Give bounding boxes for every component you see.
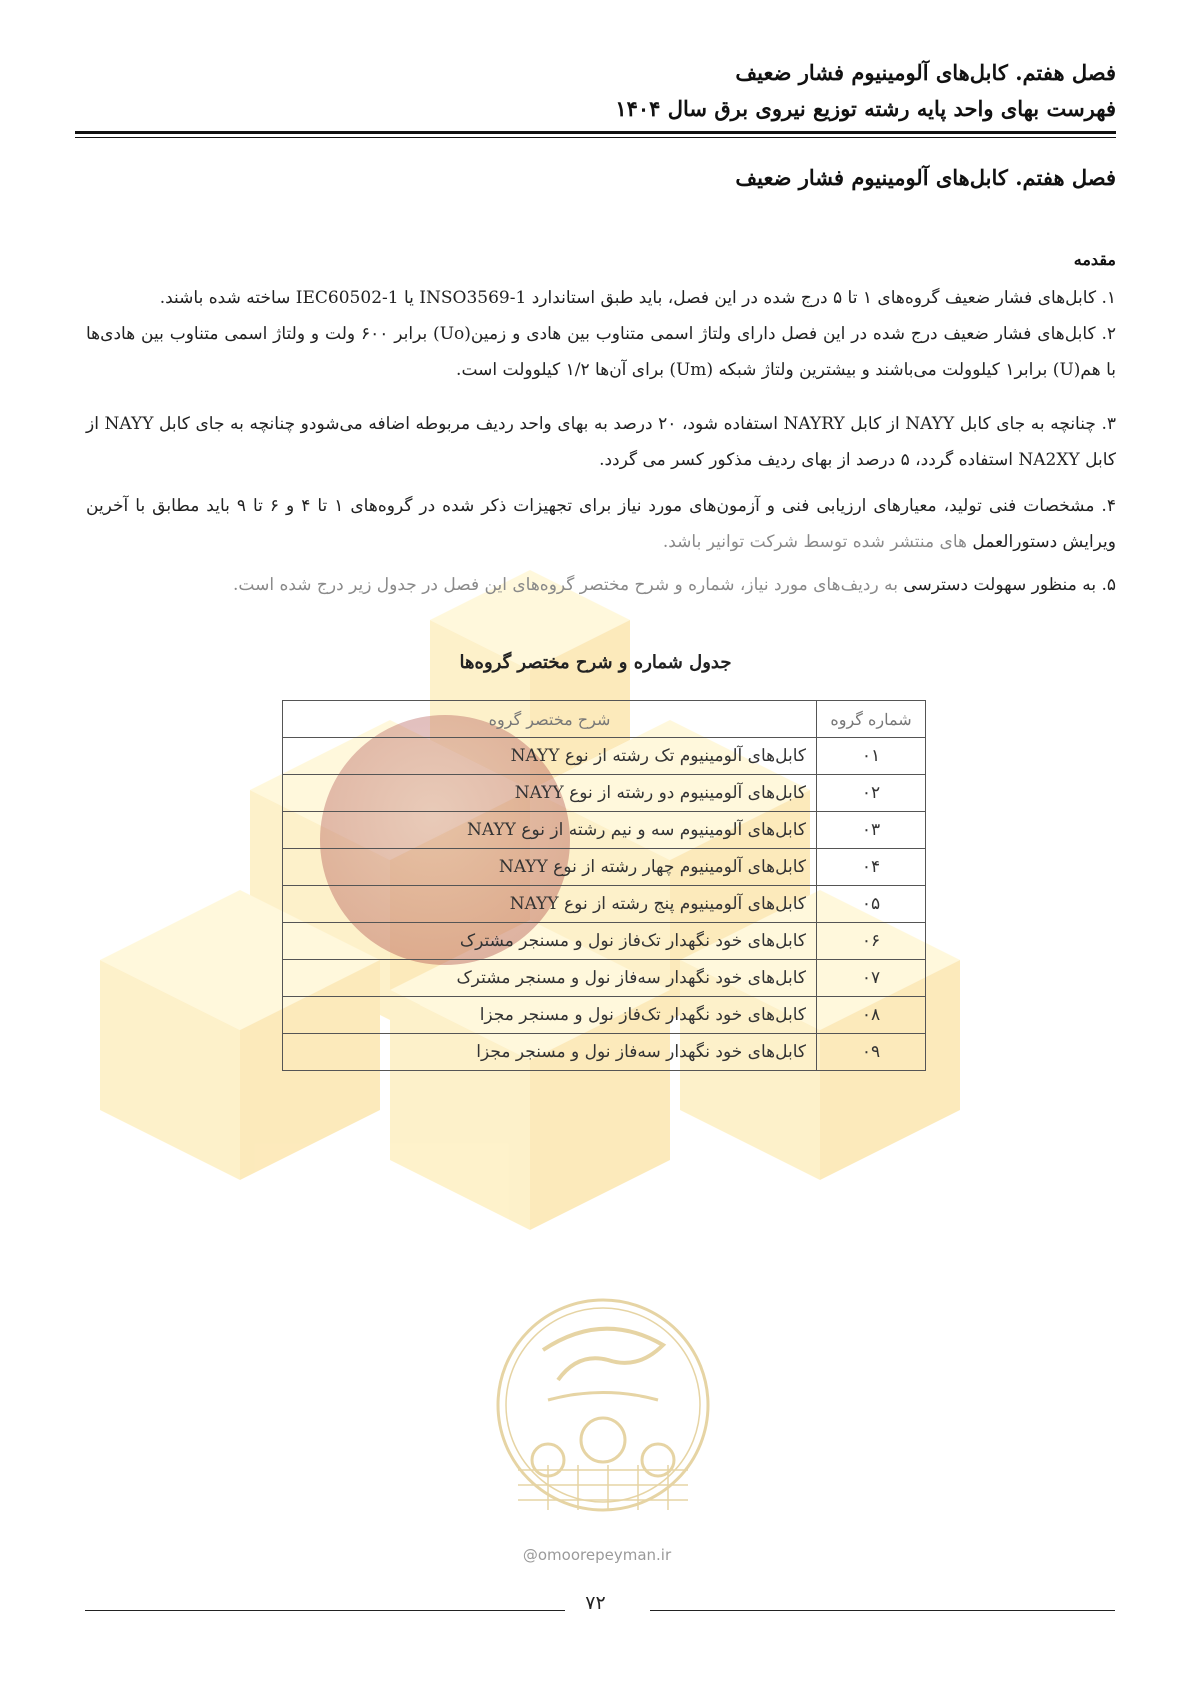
group-description: کابل‌های خود نگهدار تک‌فاز نول و مسنجر مجزا	[283, 997, 817, 1034]
seal-logo	[488, 1290, 718, 1540]
group-number: ۰۸	[817, 997, 926, 1034]
group-description: کابل‌های خود نگهدار تک‌فاز نول و مسنجر مشترک	[283, 923, 817, 960]
table-row	[283, 849, 926, 886]
table-header-row	[283, 701, 926, 738]
header-rule-thick	[75, 131, 1116, 134]
group-description: کابل‌های آلومینیوم تک رشته از نوع NAYY	[283, 738, 817, 775]
paragraph-4-main: ۴. مشخصات فنی تولید، معیارهای ارزیابی فنی و آزمون‌های مورد نیاز برای تجهیزات ذکر شده در گروه‌های ۱ تا ۴ و ۶ تا ۹ باید مطابق با آخرین ویرایش دستورالعمل	[86, 496, 1116, 552]
table-caption: جدول شماره و شرح مختصر گروه‌ها	[459, 652, 732, 673]
header-group-description: شرح مختصر گروه	[283, 701, 817, 738]
paragraph-5-main: ۵. به منظور سهولت دسترسی	[903, 575, 1116, 595]
paragraph-1: ۱. کابل‌های فشار ضعیف گروه‌های ۱ تا ۵ درج شده در این فصل، باید طبق استاندارد INSO3569-1 یا IEC60502-1 ساخته شده باشند.	[159, 288, 1116, 308]
header-chapter-title: فصل هفتم. کابل‌های آلومینیوم فشار ضعیف	[735, 60, 1116, 85]
paragraph-5	[86, 567, 1116, 603]
table-row	[283, 997, 926, 1034]
group-number: ۰۴	[817, 849, 926, 886]
group-number: ۰۱	[817, 738, 926, 775]
table-row	[283, 923, 926, 960]
page-number: ۷۲	[585, 1592, 606, 1614]
paragraph-4-faded: های منتشر شده توسط شرکت توانیر باشد.	[662, 532, 967, 552]
paragraph-4	[86, 488, 1116, 560]
table-row	[283, 738, 926, 775]
group-description: کابل‌های خود نگهدار سه‌فاز نول و مسنجر مشترک	[283, 960, 817, 997]
paragraph-2: ۲. کابل‌های فشار ضعیف درج شده در این فصل دارای ولتاژ اسمی متناوب بین هادی و زمین(Uo) برابر ۶۰۰ ولت و ولتاژ اسمی متناوب بین هادی‌ها با هم(U) برابر۱ کیلوولت می‌باشند و بیشترین ولتاژ شبکه (Um) برای آن‌ها ۱/۲ کیلوولت است.	[86, 324, 1117, 380]
table-row	[283, 1034, 926, 1071]
group-description: کابل‌های آلومینیوم دو رشته از نوع NAYY	[283, 775, 817, 812]
header-rule-thin	[75, 137, 1116, 138]
table-row	[283, 960, 926, 997]
intro-heading: مقدمه	[1073, 250, 1116, 269]
table-row	[283, 812, 926, 849]
paragraph-3: ۳. چنانچه به جای کابل NAYY از کابل NAYRY استفاده شود، ۲۰ درصد به بهای واحد ردیف مربوطه اضافه می‌شودو چنانچه به جای کابل NAYY از کابل NA2XY استفاده گردد، ۵ درصد از بهای ردیف مذکور کسر می گردد.	[86, 414, 1116, 470]
group-number: ۰۷	[817, 960, 926, 997]
group-description: کابل‌های خود نگهدار سه‌فاز نول و مسنجر مجزا	[283, 1034, 817, 1071]
paragraph-5-faded: به ردیف‌های مورد نیاز، شماره و شرح مختصر گروه‌های این فصل در جدول زیر درج شده است.	[232, 575, 898, 595]
header-group-number: شماره گروه	[817, 701, 926, 738]
group-description: کابل‌های آلومینیوم سه و نیم رشته از نوع NAYY	[283, 812, 817, 849]
group-number: ۰۶	[817, 923, 926, 960]
table-row	[283, 886, 926, 923]
group-description: کابل‌های آلومینیوم چهار رشته از نوع NAYY	[283, 849, 817, 886]
chapter-title: فصل هفتم. کابل‌های آلومینیوم فشار ضعیف	[735, 165, 1116, 190]
watermark-site: @omoorepeyman.ir	[522, 1546, 672, 1564]
group-number: ۰۹	[817, 1034, 926, 1071]
groups-table	[282, 700, 926, 1071]
group-number: ۰۳	[817, 812, 926, 849]
table-row	[283, 775, 926, 812]
group-number: ۰۵	[817, 886, 926, 923]
header-document-title: فهرست بهای واحد پایه رشته توزیع نیروی برق سال ۱۴۰۴	[615, 96, 1116, 121]
group-description: کابل‌های آلومینیوم پنج رشته از نوع NAYY	[283, 886, 817, 923]
group-number: ۰۲	[817, 775, 926, 812]
